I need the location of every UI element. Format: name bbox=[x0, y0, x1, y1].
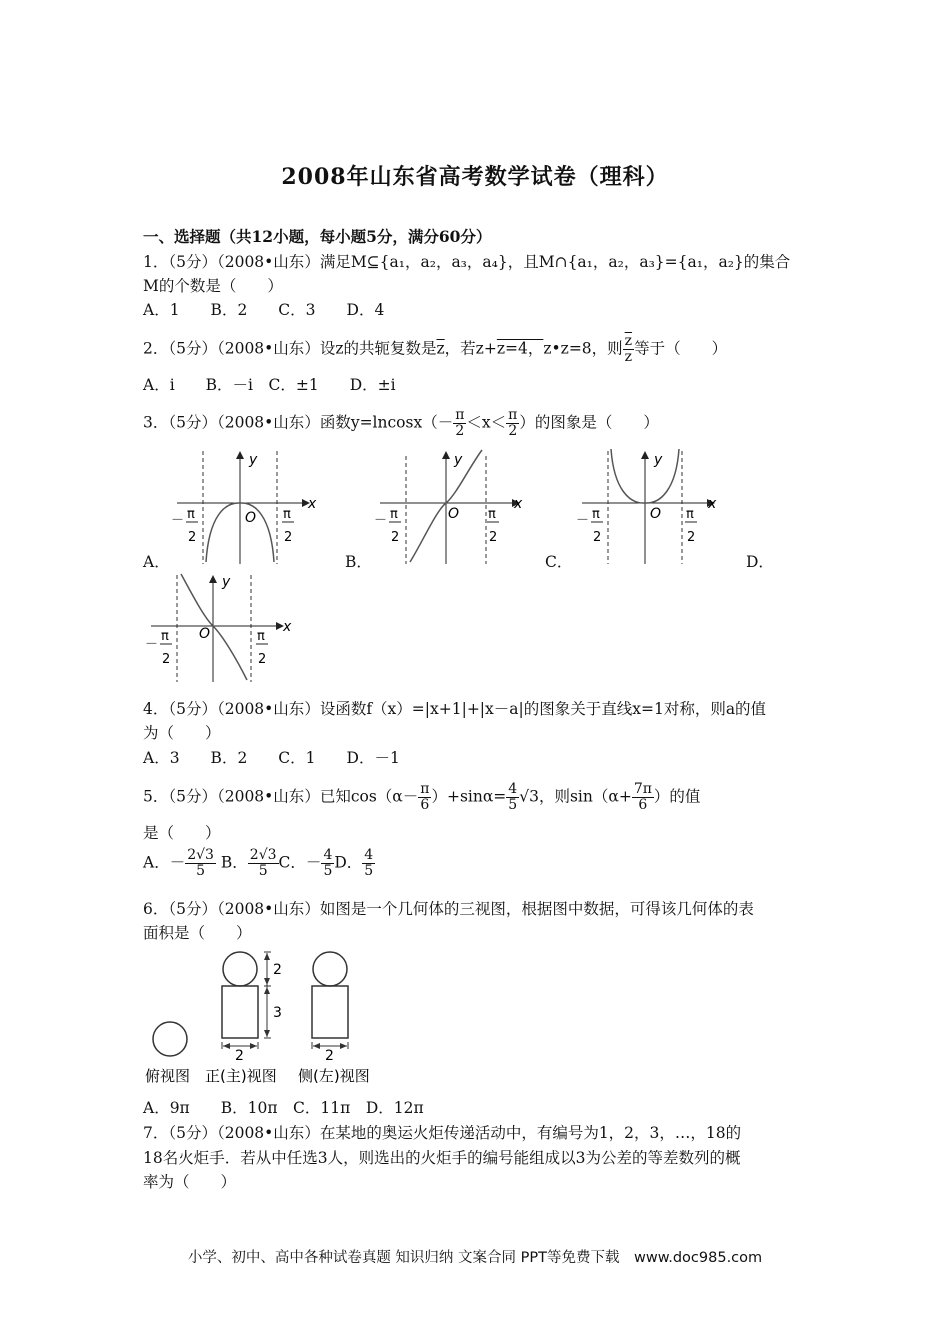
label-top-view: 俯视图 bbox=[145, 1067, 191, 1085]
q7-line1: 7．（5分）（2008•山东）在某地的奥运火炬传递活动中，有编号为1，2，3，…，18的 bbox=[143, 1124, 742, 1142]
q3-opt-c: C． bbox=[545, 553, 573, 571]
q5-opt-a-num: 2√3 bbox=[187, 847, 214, 863]
x-label: x bbox=[283, 619, 292, 635]
side-view-cylinder bbox=[312, 986, 348, 1038]
q5-line2: 是（ ） bbox=[143, 824, 221, 842]
q1-line2: M的个数是（ ） bbox=[143, 277, 283, 295]
dim-arrow bbox=[264, 953, 270, 960]
q5-frac-pi6-num: π bbox=[420, 781, 430, 797]
minus-label: － bbox=[576, 513, 590, 528]
q5-frac-pi6-den: 6 bbox=[420, 797, 430, 813]
dim-arrow bbox=[264, 978, 270, 985]
dim-arrow bbox=[264, 987, 270, 994]
q3-opt-d: D． bbox=[746, 553, 774, 571]
q5-suffix: ）的值 bbox=[653, 787, 701, 806]
dim-2-label: 2 bbox=[273, 962, 282, 978]
q5-opt-a-frac bbox=[185, 848, 216, 879]
origin-label: O bbox=[199, 626, 211, 642]
pi-label-right: π bbox=[283, 507, 291, 522]
two-label-right: 2 bbox=[687, 530, 696, 545]
label-front-view: 正(主)视图 bbox=[205, 1067, 277, 1085]
q1-options: A．1 B．2 C．3 D．4 bbox=[143, 301, 385, 319]
q5-opt-c-minus: － bbox=[305, 853, 322, 872]
minus-label: － bbox=[145, 637, 159, 652]
q2-zbar: $\overline{z}$ bbox=[436, 339, 445, 358]
q1-line1: 1．（5分）（2008•山东）满足M⊆{a₁，a₂，a₃，a₄}，且M∩{a₁，a₂，a₃}={a₁，a₂}的集合 bbox=[143, 253, 791, 271]
origin-label: O bbox=[448, 506, 460, 522]
pi-label-right: π bbox=[257, 629, 265, 644]
q2-options: A．i B．－i C．±1 D．±i bbox=[143, 376, 396, 394]
front-width-label: 2 bbox=[235, 1048, 244, 1064]
dim-arrow bbox=[340, 1043, 347, 1049]
q5-opt-a-den: 5 bbox=[196, 863, 206, 879]
q3-frac-right-den: 2 bbox=[508, 423, 518, 439]
q5-mid: ）+sinα= bbox=[431, 787, 507, 806]
x-label: x bbox=[308, 496, 317, 512]
q5-opt-c-label: C． bbox=[278, 853, 306, 872]
q6-line2: 面积是（ ） bbox=[143, 924, 252, 942]
q5-frac-45-num: 4 bbox=[508, 781, 518, 797]
two-label: 2 bbox=[593, 530, 602, 545]
dim-arrow bbox=[250, 1043, 257, 1049]
q3-opt-a: A． bbox=[143, 553, 170, 571]
graph-c bbox=[570, 446, 725, 566]
q5-prefix: 5．（5分）（2008•山东）已知cos（α－ bbox=[143, 787, 419, 806]
pi-label: π bbox=[390, 507, 398, 522]
q5-frac-7pi6-den: 6 bbox=[638, 797, 648, 813]
dim-arrow bbox=[264, 1030, 270, 1037]
section-header: 一、选择题（共12小题，每小题5分，满分60分） bbox=[143, 227, 492, 246]
q5-sqrt3: √3，则sin（α+ bbox=[519, 787, 632, 806]
q2-expr2-b: z=8，则 bbox=[560, 339, 623, 358]
y-arrow bbox=[236, 451, 244, 459]
two-label: 2 bbox=[391, 530, 400, 545]
q2-expr1-zbar: z=4， bbox=[496, 339, 544, 358]
q2-prefix: 2．（5分）（2008•山东）设z的共轭复数是 bbox=[143, 339, 437, 358]
q2-fraction bbox=[623, 334, 634, 365]
y-label: y bbox=[454, 452, 463, 468]
graph-d bbox=[143, 570, 303, 685]
q5-opt-d-label: D． bbox=[334, 853, 363, 872]
front-view-cylinder bbox=[222, 986, 258, 1038]
q4-line2: 为（ ） bbox=[143, 724, 221, 742]
q6-options: A．9π B．10π C．11π D．12π bbox=[143, 1099, 424, 1117]
q5-options bbox=[143, 848, 375, 879]
q5-opt-c-num: 4 bbox=[323, 847, 333, 863]
q5-opt-d-num: 4 bbox=[364, 847, 374, 863]
graph-a bbox=[165, 446, 315, 566]
q5-opt-b-label: B． bbox=[220, 853, 248, 872]
dim-3-label: 3 bbox=[273, 1005, 282, 1021]
pi-label-right: π bbox=[686, 507, 694, 522]
q5-frac-pi6 bbox=[418, 782, 431, 813]
q2-expr1: z+ bbox=[475, 339, 497, 358]
pi-label-right: π bbox=[488, 507, 496, 522]
q3-frac-left bbox=[453, 408, 466, 439]
q5-opt-b-num: 2√3 bbox=[249, 847, 277, 863]
dim-arrow bbox=[223, 1043, 230, 1049]
curve bbox=[181, 574, 247, 680]
side-width-label: 2 bbox=[325, 1048, 334, 1064]
two-label-right: 2 bbox=[284, 530, 293, 545]
q2-stem bbox=[143, 334, 727, 365]
q7-line2: 18名火炬手．若从中任选3人，则选出的火炬手的编号能组成以3为公差的等差数列的概 bbox=[143, 1149, 741, 1167]
front-view-sphere bbox=[223, 952, 257, 986]
q3-frac-right bbox=[506, 408, 519, 439]
x-label: x bbox=[708, 496, 717, 512]
two-label: 2 bbox=[188, 530, 197, 545]
two-label-right: 2 bbox=[258, 652, 267, 667]
q2-frac-den: z bbox=[624, 349, 633, 365]
q3-frac-right-num: π bbox=[508, 407, 518, 423]
minus-label: － bbox=[171, 513, 185, 528]
pi-label: π bbox=[161, 629, 169, 644]
y-label: y bbox=[249, 452, 258, 468]
two-label: 2 bbox=[162, 652, 171, 667]
q5-frac-45-den: 5 bbox=[508, 797, 518, 813]
q3-frac-left-den: 2 bbox=[455, 423, 465, 439]
origin-label: O bbox=[650, 506, 662, 522]
q5-frac-45 bbox=[506, 782, 519, 813]
pi-label: π bbox=[187, 507, 195, 522]
y-arrow bbox=[641, 451, 649, 459]
label-side-view: 侧(左)视图 bbox=[298, 1067, 370, 1085]
q5-opt-c-frac bbox=[321, 848, 334, 879]
q5-opt-a-label: A． bbox=[143, 853, 170, 872]
top-view-circle bbox=[153, 1022, 187, 1056]
two-label-right: 2 bbox=[489, 530, 498, 545]
q2-suffix: 等于（ ） bbox=[634, 339, 728, 358]
q3-opt-b: B． bbox=[345, 553, 372, 571]
y-arrow bbox=[442, 451, 450, 459]
q5-stem bbox=[143, 782, 700, 813]
footer: 小学、初中、高中各种试卷真题 知识归纳 文案合同 PPT等免费下载 www.doc985.com bbox=[187, 1250, 763, 1266]
q7-line3: 率为（ ） bbox=[143, 1173, 237, 1191]
q5-frac-7pi6-num: 7π bbox=[633, 781, 652, 797]
q5-frac-7pi6 bbox=[632, 782, 654, 813]
dim-arrow bbox=[313, 1043, 320, 1049]
q4-options: A．3 B．2 C．1 D．－1 bbox=[143, 749, 400, 767]
q5-opt-b-den: 5 bbox=[258, 863, 268, 879]
q5-opt-b-frac bbox=[248, 848, 279, 879]
page-title: 2008年山东省高考数学试卷（理科） bbox=[281, 164, 669, 190]
origin-label: O bbox=[245, 510, 257, 526]
q2-mid1: ，若 bbox=[444, 339, 476, 358]
q5-opt-d-den: 5 bbox=[364, 863, 374, 879]
y-label: y bbox=[222, 574, 231, 590]
minus-label: － bbox=[374, 513, 388, 528]
q3-suffix: ）的图象是（ ） bbox=[519, 413, 659, 432]
q3-stem bbox=[143, 408, 659, 439]
q2-expr2: z• bbox=[543, 339, 561, 358]
side-view-sphere bbox=[313, 952, 347, 986]
q6-line1: 6．（5分）（2008•山东）如图是一个几何体的三视图，根据图中数据，可得该几何体的表 bbox=[143, 900, 754, 918]
q2-frac-num: $\overline{z}$ bbox=[624, 333, 633, 349]
q3-frac-left-num: π bbox=[455, 407, 465, 423]
x-label: x bbox=[514, 496, 523, 512]
y-label: y bbox=[654, 452, 663, 468]
three-view-diagram bbox=[143, 945, 393, 1090]
q5-opt-c-den: 5 bbox=[323, 863, 333, 879]
pi-label: π bbox=[592, 507, 600, 522]
y-arrow bbox=[209, 575, 217, 583]
q3-prefix: 3．（5分）（2008•山东）函数y=lncosx（－ bbox=[143, 413, 454, 432]
graph-b bbox=[368, 446, 528, 566]
q3-mid: ＜x＜ bbox=[466, 413, 507, 432]
q5-opt-a-minus: － bbox=[169, 853, 186, 872]
q4-line1: 4．（5分）（2008•山东）设函数f（x）=|x+1|+|x－a|的图象关于直线x=1对称，则a的值 bbox=[143, 700, 767, 718]
q5-opt-d-frac bbox=[362, 848, 375, 879]
